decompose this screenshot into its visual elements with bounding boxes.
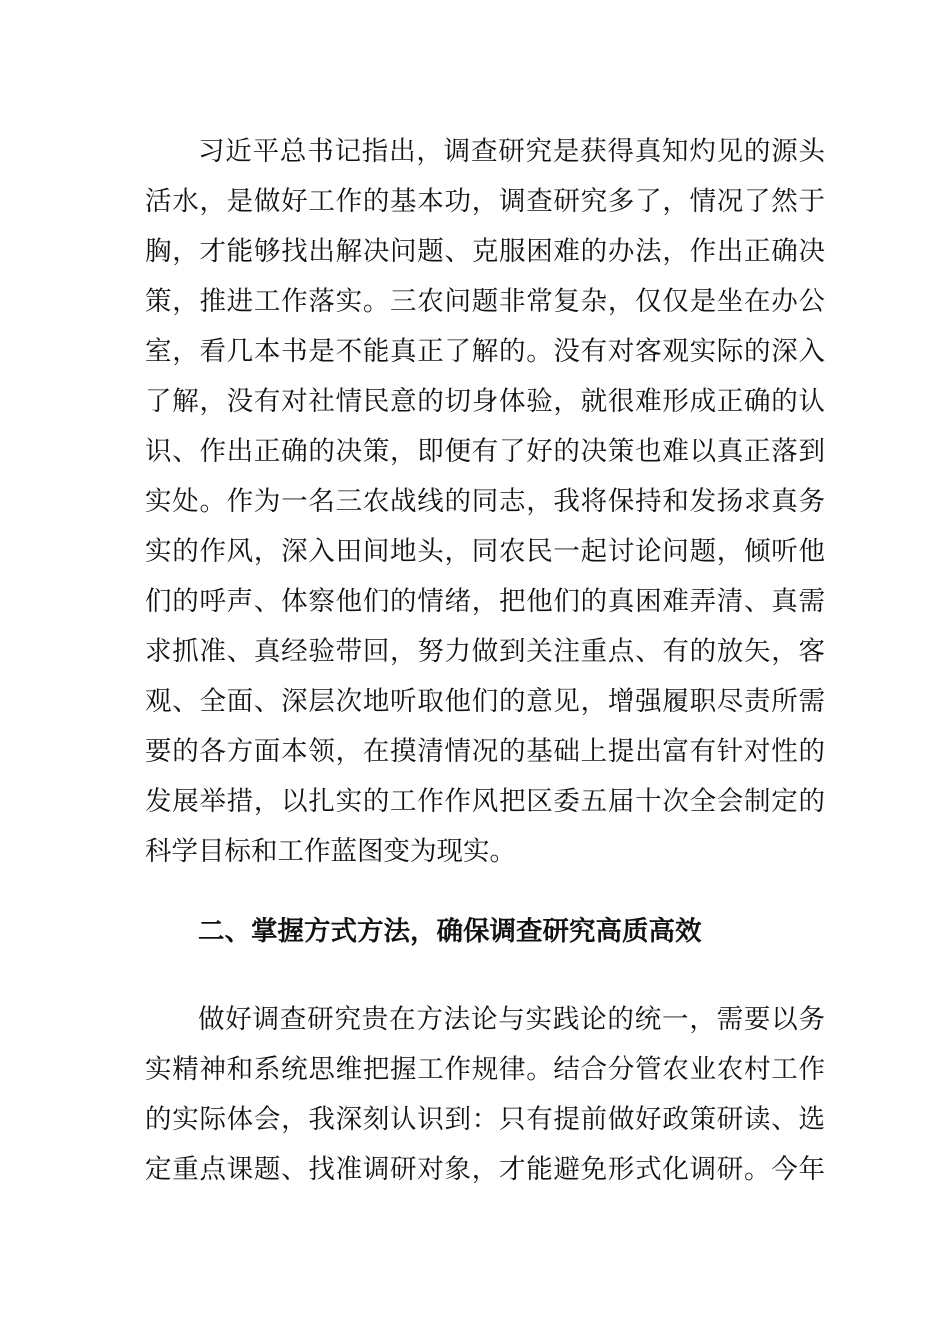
paragraph-1-line-5: 室，看几本书是不能真正了解的。没有对客观实际的深入 [145, 336, 825, 367]
paragraph-1-line-7: 识、作出正确的决策，即便有了好的决策也难以真正落到 [145, 436, 825, 467]
paragraph-1-line-10: 们的呼声、体察他们的情绪，把他们的真困难弄清、真需 [145, 586, 825, 617]
paragraph-1-line-14: 发展举措，以扎实的工作作风把区委五届十次全会制定的 [145, 786, 825, 817]
paragraph-2-line-1: 做好调查研究贵在方法论与实践论的统一，需要以务 [198, 1004, 825, 1035]
paragraph-1-line-13: 要的各方面本领，在摸清情况的基础上提出富有针对性的 [145, 736, 825, 767]
paragraph-1-line-11: 求抓准、真经验带回，努力做到关注重点、有的放矢，客 [145, 636, 825, 667]
paragraph-2-line-4: 定重点课题、找准调研对象，才能避免形式化调研。今年 [145, 1154, 825, 1185]
paragraph-1-line-12: 观、全面、深层次地听取他们的意见，增强履职尽责所需 [145, 686, 825, 717]
paragraph-1-line-1: 习近平总书记指出，调查研究是获得真知灼见的源头 [198, 136, 825, 167]
paragraph-1-line-2: 活水，是做好工作的基本功，调查研究多了，情况了然于 [145, 186, 825, 217]
paragraph-2-line-3: 的实际体会，我深刻认识到：只有提前做好政策研读、选 [145, 1104, 825, 1135]
section-heading: 二、掌握方式方法，确保调查研究高质高效 [198, 916, 702, 947]
paragraph-2-line-2: 实精神和系统思维把握工作规律。结合分管农业农村工作 [145, 1054, 825, 1085]
paragraph-1-line-9: 实的作风，深入田间地头，同农民一起讨论问题，倾听他 [145, 536, 825, 567]
paragraph-1-line-15: 科学目标和工作蓝图变为现实。 [145, 836, 516, 867]
paragraph-1-line-4: 策，推进工作落实。三农问题非常复杂，仅仅是坐在办公 [145, 286, 825, 317]
paragraph-1-line-3: 胸，才能够找出解决问题、克服困难的办法，作出正确决 [145, 236, 825, 267]
paragraph-1-line-8: 实处。作为一名三农战线的同志，我将保持和发扬求真务 [145, 486, 825, 517]
paragraph-1-line-6: 了解，没有对社情民意的切身体验，就很难形成正确的认 [145, 386, 825, 417]
